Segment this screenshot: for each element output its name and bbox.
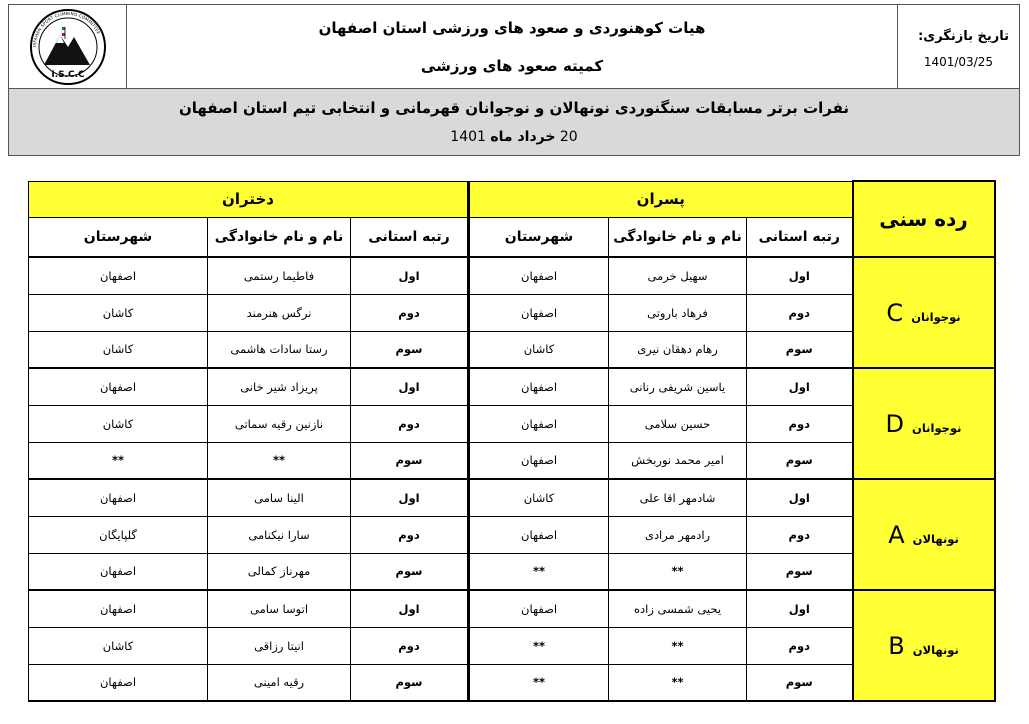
boy-city-cell: اصفهان	[469, 368, 609, 405]
table-row	[29, 331, 995, 368]
girl-city-cell: اصفهان	[29, 590, 208, 627]
boy-name-cell: فرهاد باروتی	[609, 294, 747, 331]
logo-cell	[9, 5, 127, 89]
boy-rank-cell: دوم	[747, 405, 853, 442]
category-name: نونهالان	[912, 531, 959, 546]
table-row	[29, 664, 995, 701]
girl-name-cell: رستا سادات هاشمی	[208, 331, 351, 368]
boy-rank-cell: دوم	[747, 294, 853, 331]
category-letter: C	[886, 298, 904, 327]
boy-rank-cell: سوم	[747, 664, 853, 701]
girl-city-cell: کاشان	[29, 331, 208, 368]
girl-city-cell: **	[29, 442, 208, 479]
girl-rank-cell: اول	[351, 368, 469, 405]
girl-name-cell: مهرناز کمالی	[208, 553, 351, 590]
boy-name-cell: **	[609, 664, 747, 701]
boy-city-cell: **	[469, 664, 609, 701]
table-row	[29, 627, 995, 664]
boy-city-cell: **	[469, 627, 609, 664]
girl-rank-cell: اول	[351, 479, 469, 516]
girl-name-cell: انیتا رزاقی	[208, 627, 351, 664]
girl-city-cell: اصفهان	[29, 257, 208, 294]
boy-rank-cell: سوم	[747, 553, 853, 590]
boy-rank-cell: سوم	[747, 331, 853, 368]
girl-rank-cell: سوم	[351, 331, 469, 368]
event-banner	[9, 89, 1019, 155]
boy-name-cell: سهیل خرمی	[609, 257, 747, 294]
boy-name-cell: یاسین شریفی رنانی	[609, 368, 747, 405]
boy-rank-cell: اول	[747, 368, 853, 405]
girl-city-cell: اصفهان	[29, 664, 208, 701]
svg-text:ISFAHAN SPORT CLIMBING COMMITT: ISFAHAN SPORT CLIMBING COMMITTEE	[31, 10, 101, 48]
boy-city-cell: اصفهان	[469, 590, 609, 627]
category-name: نوجوانان	[911, 309, 961, 324]
boy-name-cell: امیر محمد نوربخش	[609, 442, 747, 479]
girl-rank-cell: اول	[351, 590, 469, 627]
boy-name-cell: حسین سلامی	[609, 405, 747, 442]
organization-name: هیات کوهنوردی و صعود های ورزشی استان اصفهان	[318, 19, 706, 37]
boy-name-cell: **	[609, 627, 747, 664]
table-row	[29, 257, 995, 294]
girls-city-header: شهرستان	[29, 217, 208, 257]
girl-name-cell: نرگس هنرمند	[208, 294, 351, 331]
revision-date-label: تاریخ بازنگری:	[918, 29, 1009, 44]
boy-city-cell: کاشان	[469, 479, 609, 516]
girl-city-cell: اصفهان	[29, 553, 208, 590]
boy-name-cell: **	[609, 553, 747, 590]
boy-rank-cell: سوم	[747, 442, 853, 479]
boy-name-cell: یحیی شمسی زاده	[609, 590, 747, 627]
girl-name-cell: اتوسا سامی	[208, 590, 351, 627]
girl-rank-cell: دوم	[351, 627, 469, 664]
girl-city-cell: کاشان	[29, 405, 208, 442]
boy-city-cell: **	[469, 553, 609, 590]
boy-name-cell: رهام دهقان نیری	[609, 331, 747, 368]
table-row	[29, 442, 995, 479]
boy-name-cell: شادمهر اقا علی	[609, 479, 747, 516]
girl-city-cell: اصفهان	[29, 479, 208, 516]
boy-rank-cell: اول	[747, 257, 853, 294]
girl-rank-cell: دوم	[351, 294, 469, 331]
category-label	[853, 479, 995, 590]
boys-header: پسران	[469, 181, 853, 217]
boys-city-header: شهرستان	[469, 217, 609, 257]
girl-name-cell: نازنین رقیه سماتی	[208, 405, 351, 442]
girls-rank-header: رتبه استانی	[351, 217, 469, 257]
organization-title-cell	[127, 5, 897, 89]
girl-name-cell: **	[208, 442, 351, 479]
table-row	[29, 590, 995, 627]
category-letter: D	[885, 409, 905, 438]
event-date-number: 20	[559, 129, 578, 145]
girl-city-cell: کاشان	[29, 294, 208, 331]
girl-name-cell: الینا سامی	[208, 479, 351, 516]
boy-name-cell: رادمهر مرادی	[609, 516, 747, 553]
results-table	[28, 180, 996, 702]
boy-city-cell: اصفهان	[469, 257, 609, 294]
event-title: نفرات برتر مسابقات سنگنوردی نونهالان و نوجوانان قهرمانی و انتخابی تیم استان اصفهان	[178, 99, 850, 117]
boy-city-cell: اصفهان	[469, 405, 609, 442]
boy-rank-cell: اول	[747, 479, 853, 516]
girl-rank-cell: سوم	[351, 442, 469, 479]
revision-date-cell	[897, 5, 1019, 89]
boys-rank-header: رتبه استانی	[747, 217, 853, 257]
iscc-logo-icon	[28, 7, 108, 87]
event-date	[9, 129, 1019, 145]
girl-city-cell: اصفهان	[29, 368, 208, 405]
girl-rank-cell: دوم	[351, 516, 469, 553]
girls-name-header: نام و نام خانوادگی	[208, 217, 351, 257]
category-name: نونهالان	[912, 642, 959, 657]
girls-header: دختران	[29, 181, 469, 217]
girl-city-cell: گلپایگان	[29, 516, 208, 553]
table-row	[29, 368, 995, 405]
girl-name-cell: فاطیما رستمی	[208, 257, 351, 294]
table-row	[29, 294, 995, 331]
svg-text:I.S.C.C: I.S.C.C	[50, 70, 85, 80]
age-group-header: رده سنی	[853, 181, 995, 257]
girl-name-cell: سارا نیکنامی	[208, 516, 351, 553]
table-row	[29, 553, 995, 590]
category-letter: A	[888, 520, 905, 549]
header-top-row	[9, 5, 1019, 89]
boy-rank-cell: اول	[747, 590, 853, 627]
document-header	[8, 4, 1020, 156]
girl-name-cell: رقیه امینی	[208, 664, 351, 701]
boy-rank-cell: دوم	[747, 516, 853, 553]
boy-city-cell: اصفهان	[469, 442, 609, 479]
event-date-year: 1401	[450, 129, 486, 145]
category-label	[853, 368, 995, 479]
girl-rank-cell: سوم	[351, 664, 469, 701]
boy-city-cell: اصفهان	[469, 516, 609, 553]
table-row	[29, 516, 995, 553]
event-date-month: خرداد ماه	[490, 129, 556, 145]
girl-city-cell: کاشان	[29, 627, 208, 664]
table-row	[29, 405, 995, 442]
boy-city-cell: اصفهان	[469, 294, 609, 331]
girl-rank-cell: سوم	[351, 553, 469, 590]
revision-date-value: 1401/03/25	[923, 55, 993, 69]
boys-name-header: نام و نام خانوادگی	[609, 217, 747, 257]
girl-rank-cell: اول	[351, 257, 469, 294]
category-label	[853, 590, 995, 701]
table-row	[29, 479, 995, 516]
category-label	[853, 257, 995, 368]
girl-name-cell: پریزاد شیر خانی	[208, 368, 351, 405]
committee-name: کمیته صعود های ورزشی	[420, 57, 604, 75]
category-name: نوجوانان	[912, 420, 962, 435]
girl-rank-cell: دوم	[351, 405, 469, 442]
category-letter: B	[888, 631, 905, 660]
boy-rank-cell: دوم	[747, 627, 853, 664]
boy-city-cell: کاشان	[469, 331, 609, 368]
